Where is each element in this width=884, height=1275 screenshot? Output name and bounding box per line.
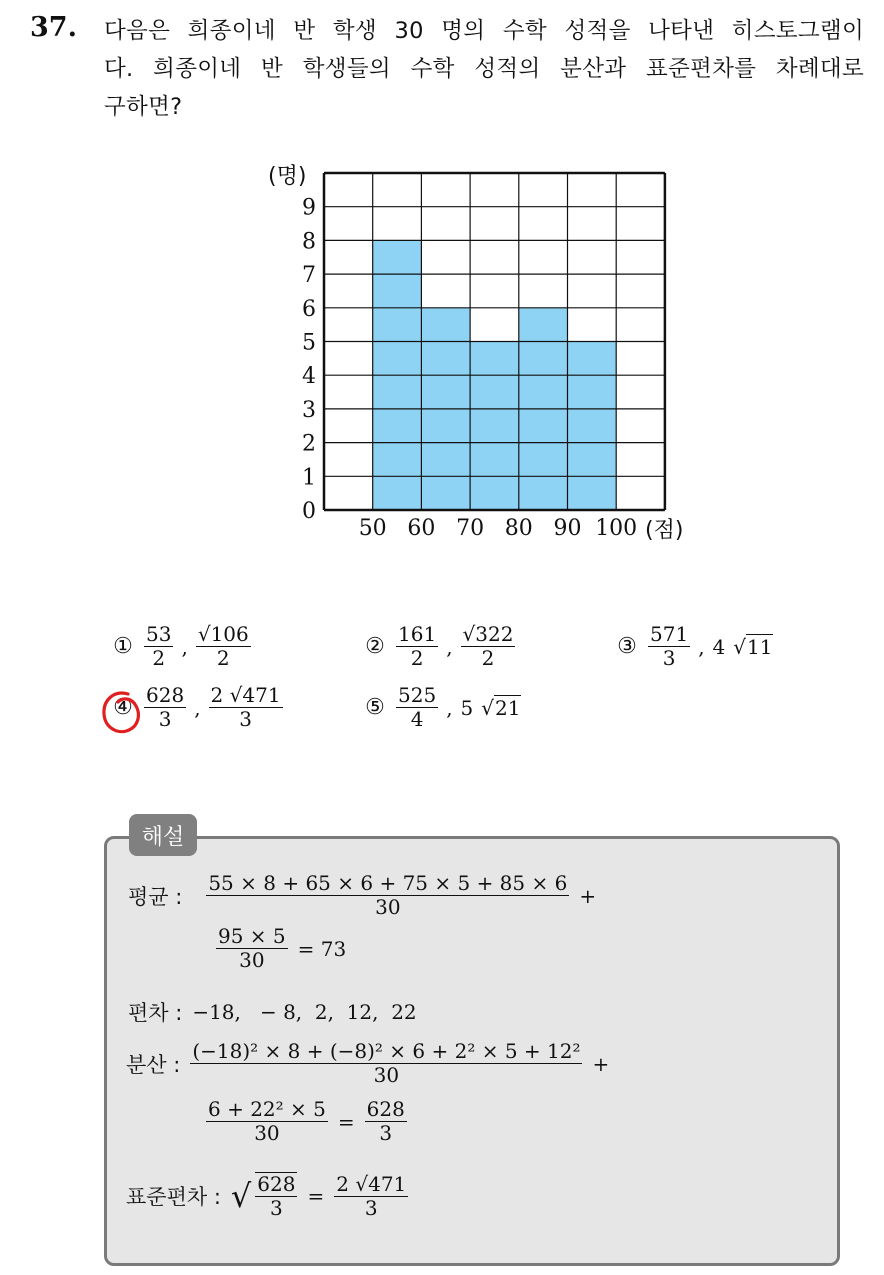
sd-label: 표준편차 : [126, 1185, 221, 1209]
question-number: 37. [30, 12, 77, 43]
fraction: $\frac{2 √471}{3}$ [210, 683, 281, 731]
x-tick-label: 90 [553, 516, 582, 541]
mean-result: = 73 [297, 936, 347, 961]
fraction: $\frac{53}{2}$ [146, 622, 172, 670]
y-tick-label: 3 [302, 397, 316, 423]
y-tick-label: 1 [302, 465, 316, 491]
mean-line-1: 평균 : $\frac{55 \times 8 + 65 \times 6 + 75 \times 5 + 85 \times 6}{30}$ + [128, 871, 597, 919]
choice-marker: ① [113, 634, 133, 659]
x-tick-label: 70 [456, 516, 485, 541]
fraction: $\frac{√322}{2}$ [462, 622, 514, 670]
x-tick-label: 100 [595, 516, 638, 541]
choice-marker: ④ [113, 695, 133, 720]
variance-result: $\frac{628}{3}$ [366, 1097, 405, 1145]
histogram [250, 150, 720, 560]
choice-marker: ⑤ [365, 695, 385, 720]
choice-marker: ② [365, 634, 385, 659]
deviation-line [128, 997, 417, 1027]
fraction: $\frac{571}{3}$ [650, 622, 689, 670]
x-tick-label: 60 [407, 516, 436, 541]
sd-line: 표준편차 : √ $\frac{628}{3}$ = $\frac{2 √471}{3}$ [126, 1171, 407, 1220]
choice-marker: ③ [617, 634, 637, 659]
histogram-bar [568, 342, 617, 511]
y-tick-label: 4 [302, 364, 316, 390]
variance-fraction-1: $\frac{\text{(−18)² × 8 + (−8)² × 6 + 2² × 5 + 12²}}{30}$ [192, 1039, 581, 1087]
question-line-2: 다. 희종이네 반 학생들의 수학 성적의 분산과 표준편차를 차례대로 [104, 56, 864, 82]
choice-2[interactable]: ② $\frac{161}{2}$ , $\frac{√322}{2}$ [362, 623, 515, 670]
mean-fraction-1: $\frac{55 \times 8 + 65 \times 6 + 75 \times 5 + 85 \times 6}{30}$ [208, 871, 568, 919]
y-tick-label: 6 [302, 296, 316, 322]
x-axis-label: (점) [645, 518, 684, 543]
question-line-1: 다음은 희종이네 반 학생 30 명의 수학 성적을 나타낸 히스토그램이 [104, 18, 864, 44]
fraction: $\frac{√106}{2}$ [197, 622, 249, 670]
y-tick-label: 2 [302, 431, 316, 457]
x-tick-labels [359, 516, 638, 541]
fraction: $\frac{161}{2}$ [398, 622, 437, 670]
y-tick-label: 7 [302, 263, 316, 289]
y-tick-label: 0 [302, 499, 316, 524]
fraction: $\frac{525}{4}$ [398, 683, 437, 731]
mean-label: 평균 : [128, 884, 183, 909]
y-tick-label: 5 [302, 330, 316, 356]
y-axis-label: (명) [268, 164, 307, 189]
question-line-3: 구하면? [104, 94, 183, 120]
x-tick-label: 50 [358, 516, 387, 541]
choice-4[interactable]: ④ $\frac{628}{3}$ , $\frac{2 √471}{3}$ [110, 684, 283, 731]
sd-result: $\frac{2 √471}{3}$ [336, 1171, 407, 1220]
y-tick-labels [302, 196, 316, 524]
answer-circle-mark [98, 688, 146, 738]
question-text [104, 12, 864, 126]
variance-line-1: 분산 : $\frac{\text{(−18)² × 8 + (−8)² × 6 + 2² × 5 + 12²}}{30}$ + [126, 1039, 610, 1087]
y-tick-label: 8 [302, 229, 316, 255]
choice-3[interactable]: ③ $\frac{571}{3}$ , 4 √11 [614, 623, 773, 670]
choice-1[interactable]: ① $\frac{53}{2}$ , $\frac{√106}{2}$ [110, 623, 251, 670]
sd-fraction: $\frac{628}{3}$ [257, 1172, 296, 1220]
solution-tag: 해설 [129, 814, 197, 856]
x-tick-label: 80 [504, 516, 533, 541]
variance-fraction-2: $\frac{\text{6 + 22² × 5}}{30}$ [208, 1097, 326, 1145]
mean-line-2 [216, 925, 346, 972]
variance-label: 분산 : [126, 1052, 181, 1077]
deviation-values: −18, − 8, 2, 12, 22 [192, 1000, 417, 1024]
fraction: $\frac{628}{3}$ [146, 683, 185, 731]
histogram-bar [470, 342, 519, 511]
variance-line-2: $\frac{\text{6 + 22² × 5}}{30}$ = $\frac{628}{3}$ [208, 1097, 405, 1145]
y-tick-label: 9 [302, 195, 316, 221]
choice-5[interactable]: ⑤ $\frac{525}{4}$ , 5 √21 [362, 684, 521, 731]
mean-fraction-2: $\frac{95 \times 5}{30}$ [218, 924, 286, 972]
deviation-label: 편차 : [128, 1001, 183, 1025]
